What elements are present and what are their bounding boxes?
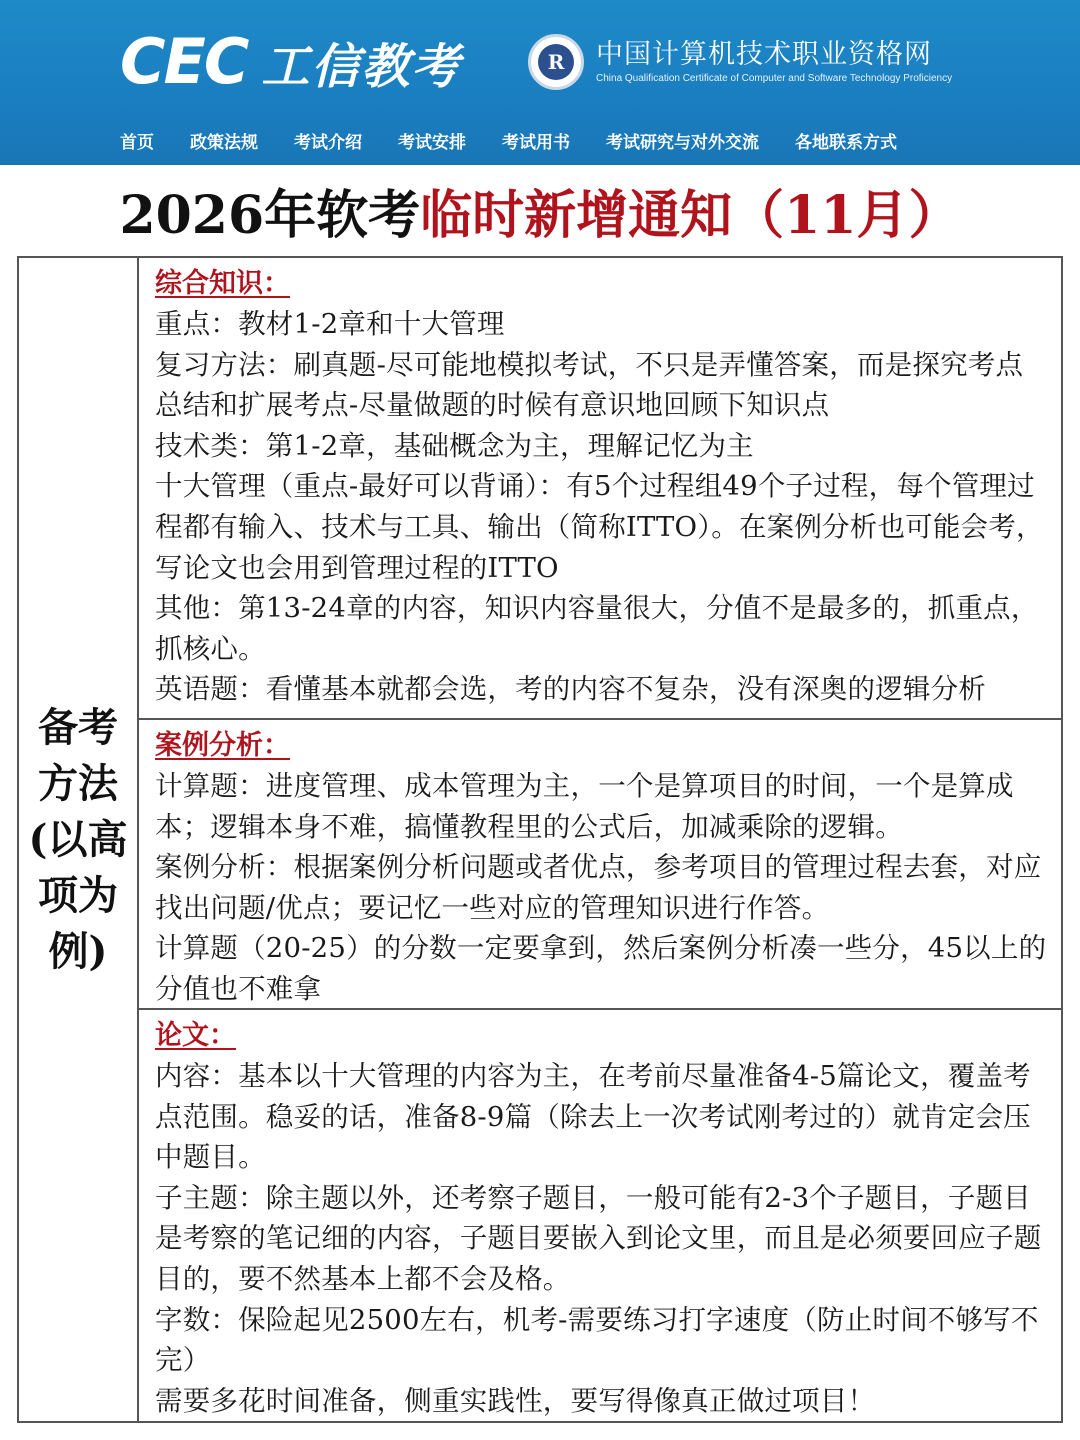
title-highlight: 临时新增通知（11月） (420, 185, 961, 246)
logo-mark-text: CEC (120, 25, 248, 98)
emblem-letter: R (538, 44, 574, 80)
table-right-column (139, 258, 1061, 1421)
paragraph: 内容：基本以十大管理的内容为主，在考前尽量准备4-5篇论文，覆盖考点范围。稳妥的话，准备8-9篇（除去上一次考试刚考过的）就肯定会压中题目。 (155, 1060, 1031, 1174)
cec-logo-mark (120, 25, 248, 98)
nav-item-exam-schedule[interactable]: 考试安排 (398, 133, 466, 153)
left-column-label: 备考方法(以高项为例) (28, 703, 128, 975)
paragraph: 子主题：除主题以外，还考察子题目，一般可能有2-3个子题目，子题目是考察的笔记细的内容，子题目要嵌入到论文里，而且是必须要回应子题目的，要不然基本上都不会及格。 (155, 1181, 1042, 1295)
nav-item-exam-books[interactable]: 考试用书 (502, 133, 570, 153)
site-identity[interactable] (528, 34, 952, 90)
nav-item-home[interactable]: 首页 (120, 133, 154, 153)
paragraph: 字数：保险起见2500左右，机考-需要练习打字速度（防止时间不够写不完） (155, 1303, 1039, 1377)
paragraph: 英语题：看懂基本就都会选，考的内容不复杂，没有深奥的逻辑分析 (155, 673, 986, 706)
site-name-en: China Qualification Certificate of Computer and Software Technology Proficiency (596, 73, 953, 85)
paragraph: 技术类：第1-2章，基础概念为主，理解记忆为主 (155, 429, 754, 462)
site-name-block (596, 40, 952, 85)
nav-item-exam-intro[interactable]: 考试介绍 (294, 133, 362, 153)
study-method-table (17, 256, 1063, 1423)
header-banner (0, 0, 1080, 165)
table-left-column (19, 258, 139, 1421)
paragraph: 需要多花时间准备，侧重实践性，要写得像真正做过项目！ (155, 1384, 876, 1417)
logo-text: 工信教考 (261, 38, 462, 95)
page-title (0, 178, 1080, 254)
title-prefix: 2026年软考 (119, 185, 421, 246)
paragraph: 计算题：进度管理、成本管理为主，一个是算项目的时间，一个是算成本；逻辑本身不难，搞懂教程里的公式后，加减乘除的逻辑。 (155, 770, 1014, 843)
main-nav (120, 128, 933, 153)
nav-item-research[interactable]: 考试研究与对外交流 (606, 133, 759, 153)
section-heading: 综合知识： (155, 268, 290, 299)
emblem-icon (528, 34, 584, 90)
section-comprehensive-knowledge (139, 258, 1061, 720)
brand-logo[interactable] (120, 25, 462, 98)
paragraph: 重点：教材1-2章和十大管理 (155, 308, 505, 340)
paragraph: 复习方法：刷真题-尽可能地模拟考试，不只是弄懂答案，而是探究考点总结和扩展考点-尽量做题的时候有意识地回顾下知识点 (155, 348, 1024, 422)
nav-item-contacts[interactable]: 各地联系方式 (795, 133, 897, 153)
paragraph: 十大管理（重点-最好可以背诵）：有5个过程组49个子过程，每个管理过程都有输入、技术与工具、输出（简称ITTO）。在案例分析也可能会考，写论文也会用到管理过程的ITTO (155, 470, 1044, 584)
paragraph: 案例分析：根据案例分析问题或者优点，参考项目的管理过程去套，对应找出问题/优点；要记忆一些对应的管理知识进行作答。 (155, 851, 1042, 924)
section-case-analysis (139, 720, 1061, 1010)
section-essay (139, 1010, 1061, 1421)
paragraph: 其他：第13-24章的内容，知识内容量很大，分值不是最多的，抓重点，抓核心。 (155, 592, 1039, 665)
section-heading: 案例分析： (155, 730, 290, 761)
paragraph: 计算题（20-25）的分数一定要拿到，然后案例分析凑一些分，45以上的分值也不难拿 (155, 932, 1047, 1005)
nav-item-policy[interactable]: 政策法规 (190, 133, 258, 153)
section-heading: 论文： (155, 1020, 236, 1051)
site-name: 中国计算机技术职业资格网 (596, 38, 932, 70)
